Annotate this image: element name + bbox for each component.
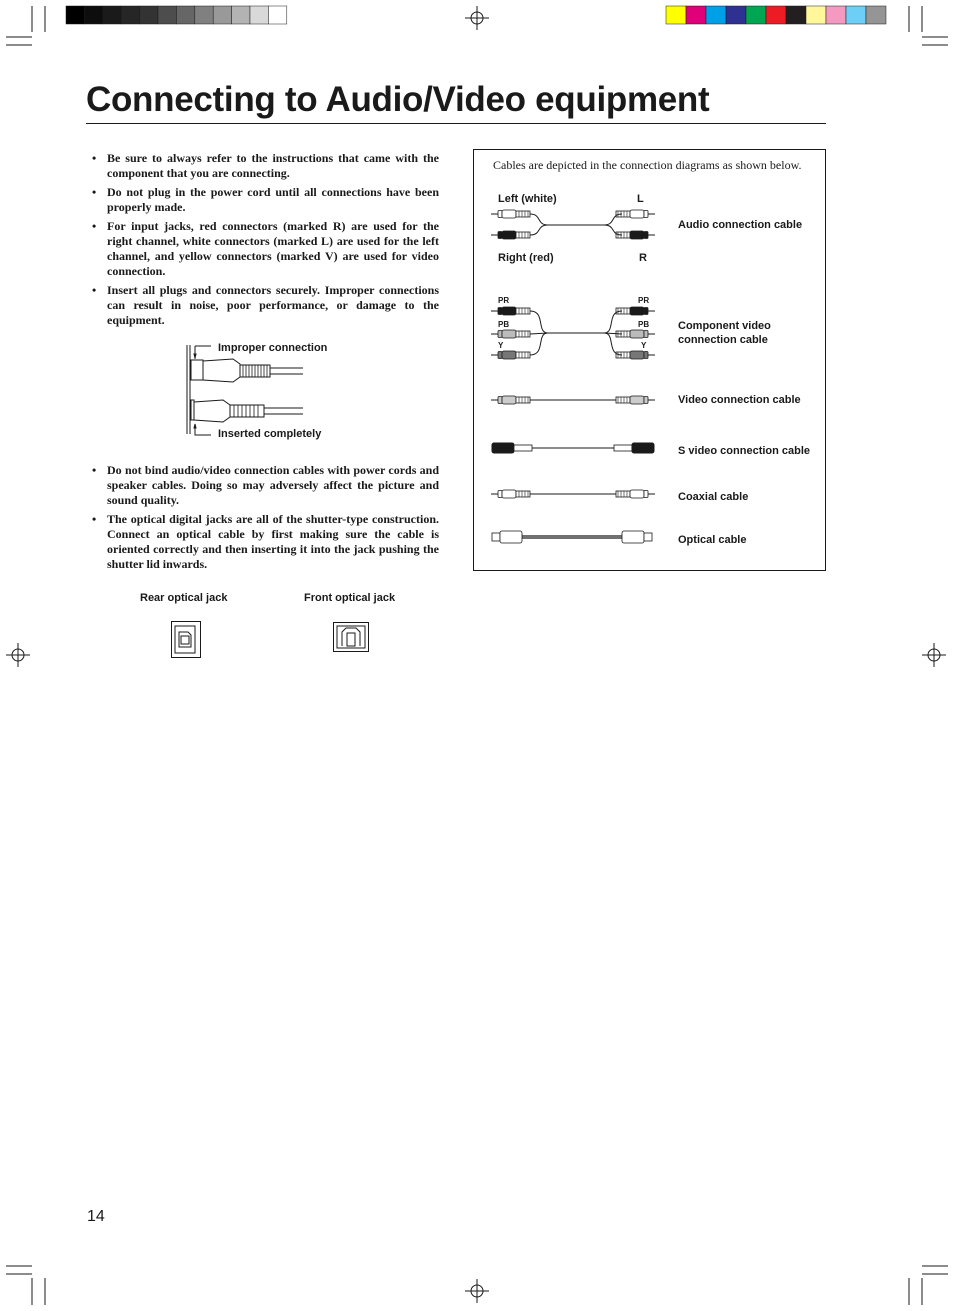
improper-connection-label: Improper connection: [218, 342, 328, 354]
inserted-completely-label: Inserted completely: [218, 428, 322, 440]
svideo-plug-right-strain: [614, 445, 632, 451]
color-calibration-bar: [666, 6, 886, 24]
coaxial-cable-name: Coaxial cable: [678, 491, 749, 503]
coaxial-plug-left: [491, 490, 530, 498]
gray-swatch: [176, 6, 194, 24]
audio-cable-name: Audio connection cable: [678, 219, 803, 231]
component-cable-name-line1: Component video: [678, 320, 771, 332]
page-number: 14: [87, 1208, 105, 1225]
optical-plug-left-tip: [492, 533, 500, 541]
audio-cable-wire-top: [530, 214, 622, 225]
front-optical-jack-label: Front optical jack: [304, 592, 396, 604]
bullet-item: • Insert all plugs and connectors securely. Improper connections can result in noise, poor performance, or damage to the equipment.: [92, 283, 439, 328]
component-plug-pr-left: [491, 307, 530, 315]
video-cable-name: Video connection cable: [678, 394, 801, 406]
gray-swatch: [103, 6, 121, 24]
audio-r-label: R: [639, 252, 647, 264]
component-cable-wire-top: [530, 311, 622, 333]
color-swatch: [706, 6, 726, 24]
component-cable-name: [678, 319, 771, 347]
video-plug-right: [616, 396, 655, 404]
optical-plug-left-body: [500, 531, 522, 543]
color-swatch: [866, 6, 886, 24]
component-plug-pb-left: [491, 330, 530, 338]
color-swatch: [666, 6, 686, 24]
audio-cable-wire-bottom: [530, 225, 622, 235]
component-pr-left: PR: [498, 296, 510, 305]
component-y-left: Y: [498, 341, 504, 350]
rear-optical-jack-icon: [171, 621, 201, 659]
component-y-right: Y: [641, 341, 647, 350]
svideo-plug-left-strain: [514, 445, 532, 451]
gray-swatch: [213, 6, 231, 24]
audio-l-label: L: [637, 193, 644, 205]
gray-swatch: [268, 6, 286, 24]
component-plug-y-left: [491, 351, 530, 359]
gray-calibration-bar: [66, 6, 287, 24]
bullet-item: • Do not plug in the power cord until all connections have been properly made.: [92, 185, 439, 215]
gray-swatch: [140, 6, 158, 24]
gray-swatch: [121, 6, 139, 24]
registration-mark-top: [465, 6, 489, 30]
gray-swatch: [66, 6, 84, 24]
optical-plug-right-tip: [644, 533, 652, 541]
registration-mark-bottom: [465, 1279, 489, 1303]
page-title: Connecting to Audio/Video equipment: [86, 80, 710, 119]
gray-swatch: [195, 6, 213, 24]
color-swatch: [686, 6, 706, 24]
gray-swatch: [158, 6, 176, 24]
color-swatch: [806, 6, 826, 24]
color-swatch: [786, 6, 806, 24]
registration-mark-right: [922, 643, 946, 667]
component-cable-name-line2: connection cable: [678, 334, 768, 346]
audio-plug-red-left: [491, 231, 530, 239]
component-pr-right: PR: [638, 296, 650, 305]
video-plug-left: [491, 396, 530, 404]
gray-swatch: [250, 6, 268, 24]
color-swatch: [826, 6, 846, 24]
svideo-plug-right-body: [632, 443, 654, 453]
precautions-list-top: [92, 151, 439, 332]
coaxial-plug-right: [616, 490, 655, 498]
color-swatch: [726, 6, 746, 24]
plug-insertion-figure: [183, 342, 323, 442]
gray-swatch: [232, 6, 250, 24]
component-pb-right: PB: [638, 320, 650, 329]
precautions-list-bottom: [92, 463, 439, 576]
cable-legend-note: Cables are depicted in the connection diagrams as shown below.: [493, 158, 802, 172]
registration-mark-left: [6, 643, 30, 667]
component-cable-wire-bottom: [530, 333, 622, 355]
audio-left-label: Left (white): [498, 193, 557, 205]
bullet-item: • The optical digital jacks are all of the shutter-type construction. Connect an optical cable by first making sure the cable is oriented correctly and then inserting it into the jack pushing the shutter lid inwards.: [92, 512, 439, 572]
optical-cable-name: Optical cable: [678, 534, 747, 546]
bullet-item: • For input jacks, red connectors (marked R) are used for the right channel, white connectors (marked L) are used for the left channel, and yellow connectors (marked V) are used for video connection.: [92, 219, 439, 279]
svideo-plug-left-body: [492, 443, 514, 453]
color-swatch: [766, 6, 786, 24]
rear-optical-jack-label: Rear optical jack: [140, 592, 228, 604]
component-pb-left: PB: [498, 320, 510, 329]
cable-diagrams: [486, 200, 686, 600]
svideo-cable-name: S video connection cable: [678, 445, 811, 457]
color-swatch: [746, 6, 766, 24]
color-swatch: [846, 6, 866, 24]
bullet-item: • Do not bind audio/video connection cables with power cords and speaker cables. Doing so may adversely affect the picture and sound quality.: [92, 463, 439, 508]
optical-plug-right-body: [622, 531, 644, 543]
gray-swatch: [84, 6, 102, 24]
audio-right-label: Right (red): [498, 252, 554, 264]
audio-plug-white-left: [491, 210, 530, 218]
title-rule: [86, 123, 826, 124]
bullet-item: • Be sure to always refer to the instructions that came with the component that you are connecting.: [92, 151, 439, 181]
front-optical-jack-icon: [333, 622, 369, 652]
